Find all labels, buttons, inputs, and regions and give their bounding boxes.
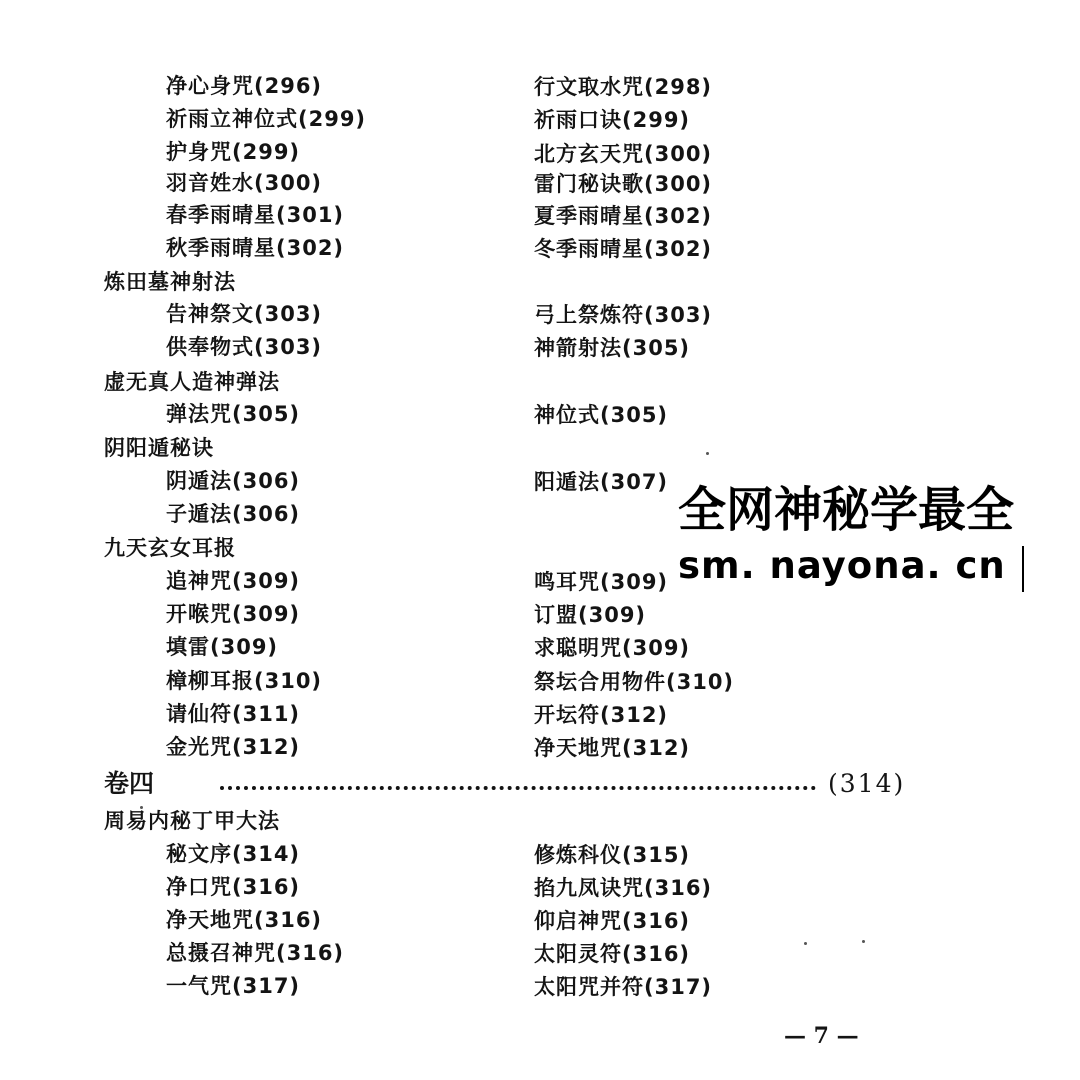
toc-entry: 仰启神咒(316) bbox=[534, 909, 691, 933]
leader-dots bbox=[220, 786, 816, 790]
toc-entry: 修炼科仪(315) bbox=[534, 843, 691, 867]
watermark-title: 全网神秘学最全 bbox=[678, 482, 1015, 538]
toc-entry: 净口咒(316) bbox=[166, 875, 301, 899]
scan-speck bbox=[140, 806, 143, 809]
toc-entry: 羽音姓水(300) bbox=[166, 171, 323, 195]
watermark-overlay bbox=[672, 478, 1080, 594]
toc-entry: 祭坛合用物件(310) bbox=[534, 670, 735, 694]
toc-entry: 祈雨立神位式(299) bbox=[166, 107, 367, 131]
toc-entry: 弓上祭炼符(303) bbox=[534, 303, 713, 327]
volume-title: 卷四 bbox=[104, 769, 155, 798]
toc-entry: 净心身咒(296) bbox=[166, 74, 323, 98]
toc-entry: 秘文序(314) bbox=[166, 842, 301, 866]
section-heading: 炼田墓神射法 bbox=[104, 270, 236, 294]
volume-line bbox=[104, 766, 934, 802]
toc-entry: 供奉物式(303) bbox=[166, 335, 323, 359]
toc-entry: 春季雨晴星(301) bbox=[166, 203, 345, 227]
volume-page: (314) bbox=[828, 769, 906, 798]
toc-entry: 秋季雨晴星(302) bbox=[166, 236, 345, 260]
toc-entry: 开喉咒(309) bbox=[166, 602, 301, 626]
toc-entry: 请仙符(311) bbox=[166, 702, 301, 726]
toc-entry: 樟柳耳报(310) bbox=[166, 669, 323, 693]
toc-entry: 追神咒(309) bbox=[166, 569, 301, 593]
toc-entry: 填雷(309) bbox=[166, 635, 279, 659]
toc-entry: 告神祭文(303) bbox=[166, 302, 323, 326]
toc-entry: 净天地咒(312) bbox=[534, 736, 691, 760]
toc-entry: 太阳咒并符(317) bbox=[534, 975, 713, 999]
section-heading: 周易内秘丁甲大法 bbox=[104, 809, 280, 833]
scan-speck bbox=[862, 940, 865, 943]
toc-entry: 订盟(309) bbox=[534, 603, 647, 627]
toc-entry: 掐九凤诀咒(316) bbox=[534, 876, 713, 900]
toc-entry: 祈雨口诀(299) bbox=[534, 108, 691, 132]
page-number: — 7 — bbox=[784, 1023, 859, 1049]
toc-entry: 金光咒(312) bbox=[166, 735, 301, 759]
toc-entry: 净天地咒(316) bbox=[166, 908, 323, 932]
section-heading: 九天玄女耳报 bbox=[104, 536, 236, 560]
toc-entry: 一气咒(317) bbox=[166, 974, 301, 998]
toc-entry: 子遁法(306) bbox=[166, 502, 301, 526]
toc-entry: 神位式(305) bbox=[534, 403, 669, 427]
toc-entry: 总摄召神咒(316) bbox=[166, 941, 345, 965]
toc-entry: 夏季雨晴星(302) bbox=[534, 204, 713, 228]
toc-entry: 行文取水咒(298) bbox=[534, 75, 713, 99]
section-heading: 阴阳遁秘诀 bbox=[104, 436, 214, 460]
toc-entry: 太阳灵符(316) bbox=[534, 942, 691, 966]
toc-entry: 雷门秘诀歌(300) bbox=[534, 172, 713, 196]
scan-speck bbox=[706, 452, 709, 455]
toc-entry: 护身咒(299) bbox=[166, 140, 301, 164]
section-heading: 虚无真人造神弹法 bbox=[104, 370, 280, 394]
toc-entry: 神箭射法(305) bbox=[534, 336, 691, 360]
toc-entry: 冬季雨晴星(302) bbox=[534, 237, 713, 261]
toc-entry: 开坛符(312) bbox=[534, 703, 669, 727]
toc-entry: 求聪明咒(309) bbox=[534, 636, 691, 660]
toc-entry: 鸣耳咒(309) bbox=[534, 570, 669, 594]
watermark-url: sm. nayona. cn bbox=[678, 544, 1006, 587]
text-cursor bbox=[1022, 546, 1024, 592]
scan-speck bbox=[804, 942, 807, 945]
toc-entry: 弹法咒(305) bbox=[166, 402, 301, 426]
toc-entry: 阳遁法(307) bbox=[534, 470, 669, 494]
toc-entry: 阴遁法(306) bbox=[166, 469, 301, 493]
toc-entry: 北方玄天咒(300) bbox=[534, 142, 713, 166]
